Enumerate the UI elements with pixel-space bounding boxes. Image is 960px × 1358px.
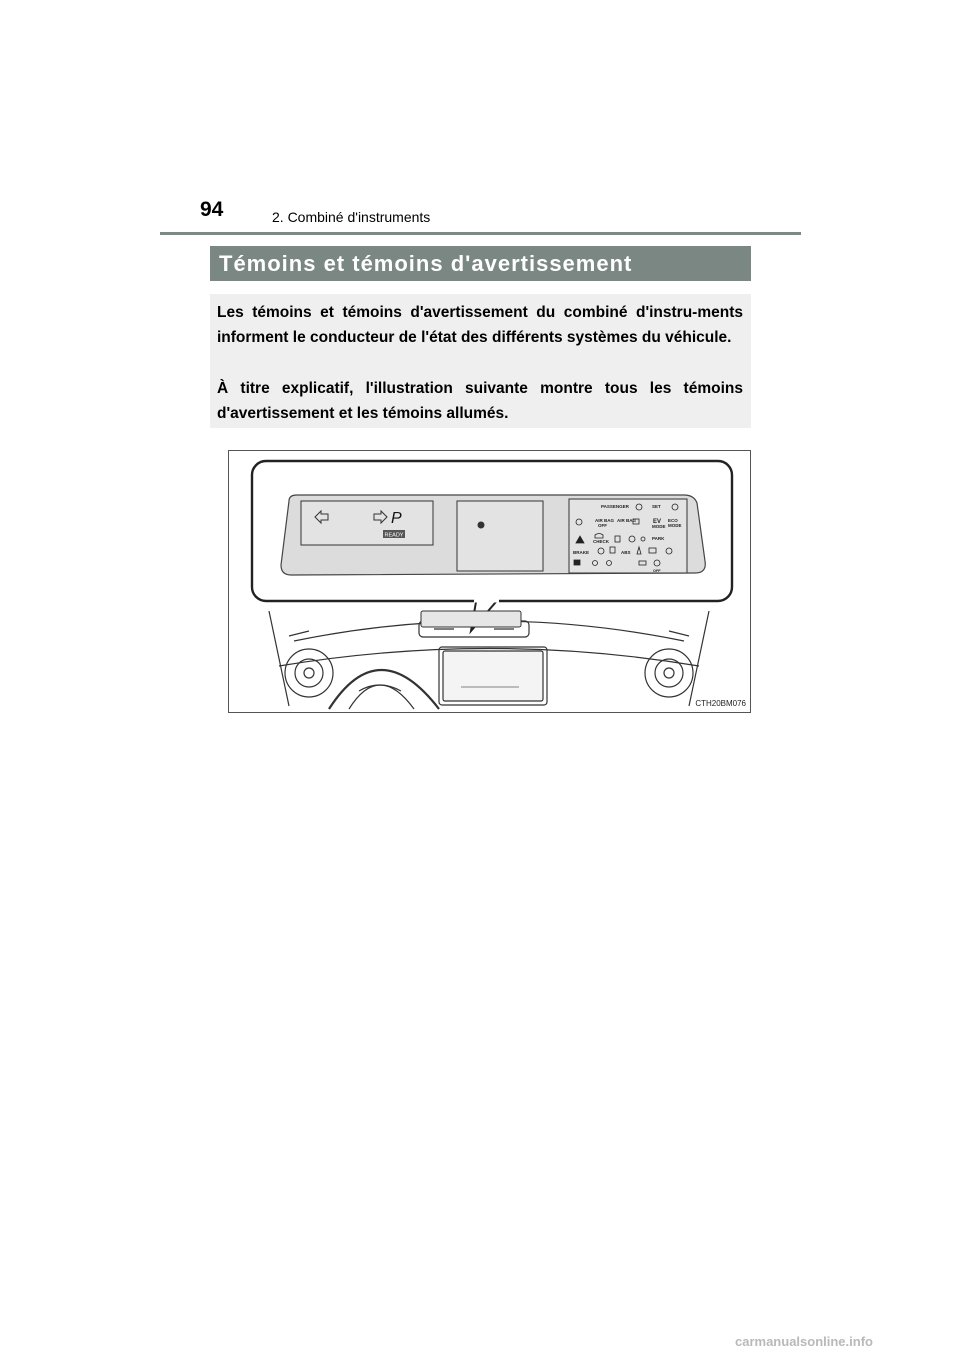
eco-mode-label: MODE	[668, 523, 682, 528]
header-divider	[160, 232, 801, 235]
check-label: CHECK	[593, 539, 610, 544]
instrument-cluster-illustration	[228, 450, 751, 713]
gear-indicator: P	[391, 510, 402, 527]
warning-light-panel	[569, 499, 687, 573]
dashboard-drawing	[229, 451, 750, 712]
section-title: Témoins et témoins d'avertissement	[219, 251, 633, 276]
airbag-on-label: AIR BAG	[617, 518, 636, 523]
set-label: SET	[652, 504, 661, 509]
cluster-in-dashboard	[421, 611, 521, 627]
page-number: 94	[200, 198, 224, 221]
ev-label: EV	[653, 519, 662, 525]
eco-label: ECO	[668, 518, 678, 523]
ready-indicator: READY	[384, 532, 404, 539]
airbag-off-label: AIR BAG	[595, 518, 614, 523]
high-beam-icon	[574, 560, 580, 565]
ev-mode-label: MODE	[652, 524, 666, 529]
intro-box	[210, 294, 751, 428]
center-display	[457, 501, 543, 571]
brake-label: BRAKE	[573, 550, 590, 555]
figure-code: CTH20BM076	[695, 699, 746, 708]
passenger-label: PASSENGER	[601, 504, 629, 509]
intro-paragraph-1: Les témoins et témoins d'avertissement du combiné d'instru-ments informent le conducteur de l'état des différents systèmes du véhicule.	[217, 304, 743, 346]
chapter-title: 2. Combiné d'instruments	[272, 209, 431, 225]
center-display-icon	[478, 522, 485, 529]
park-label: PARK	[652, 536, 665, 541]
intro-paragraph-2: À titre explicatif, l'illustration suivante montre tous les témoins d'avertissement et les témoins allumés.	[217, 380, 743, 422]
airbag-off-sub: OFF	[598, 523, 607, 528]
section-title-bar	[210, 246, 751, 281]
abs-label: ABS	[621, 550, 631, 555]
vsc-off-label: OFF	[653, 569, 661, 573]
watermark: carmanualsonline.info	[735, 1334, 873, 1349]
